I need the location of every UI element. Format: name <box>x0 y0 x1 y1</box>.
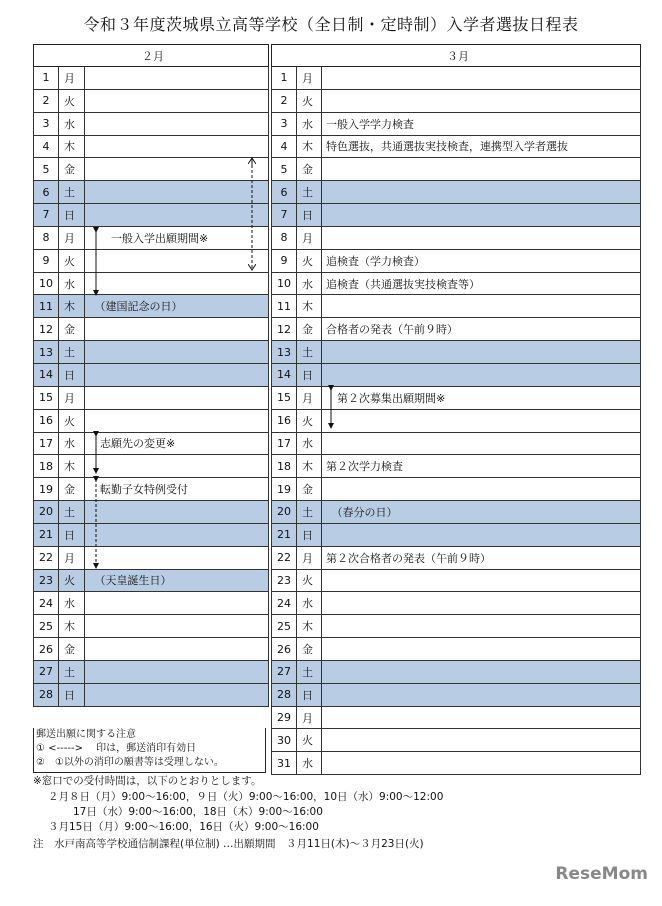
event-text <box>85 638 269 661</box>
march-table <box>271 44 641 775</box>
day-row <box>272 478 641 501</box>
day-number: 3 <box>272 112 297 135</box>
weekday: 日 <box>59 683 85 706</box>
event-text: 特色選抜，共通選抜実技検査，連携型入学者選抜 <box>322 135 641 158</box>
weekday: 木 <box>297 295 322 318</box>
weekday: 日 <box>59 204 85 227</box>
day-row <box>272 432 641 455</box>
day-number: 1 <box>34 67 59 90</box>
day-number: 13 <box>34 341 59 364</box>
day-number: 24 <box>34 592 59 615</box>
day-number: 28 <box>272 683 297 706</box>
event-text <box>85 501 269 524</box>
day-row <box>34 478 269 501</box>
event-text: 追検査（学力検査） <box>322 249 641 272</box>
day-row <box>272 295 641 318</box>
weekday: 月 <box>59 67 85 90</box>
weekday: 金 <box>59 158 85 181</box>
event-text <box>322 523 641 546</box>
event-text <box>322 683 641 706</box>
day-number: 12 <box>34 318 59 341</box>
day-number: 20 <box>272 501 297 524</box>
event-text <box>85 249 269 272</box>
event-text <box>322 226 641 249</box>
day-number: 21 <box>272 523 297 546</box>
weekday: 土 <box>297 341 322 364</box>
weekday: 水 <box>297 112 322 135</box>
day-number: 18 <box>272 455 297 478</box>
weekday: 金 <box>297 158 322 181</box>
day-number: 10 <box>34 272 59 295</box>
day-number: 15 <box>272 386 297 409</box>
weekday: 木 <box>297 455 322 478</box>
february-table <box>33 44 269 707</box>
day-row <box>34 272 269 295</box>
event-text: 一般入学出願期間※ <box>85 226 269 249</box>
day-row <box>34 67 269 90</box>
day-number: 23 <box>34 569 59 592</box>
weekday: 水 <box>59 432 85 455</box>
day-number: 11 <box>272 295 297 318</box>
day-row <box>34 546 269 569</box>
day-number: 20 <box>34 501 59 524</box>
weekday: 月 <box>297 386 322 409</box>
weekday: 水 <box>297 592 322 615</box>
event-text <box>85 272 269 295</box>
weekday: 日 <box>59 523 85 546</box>
day-number: 26 <box>34 638 59 661</box>
day-number: 6 <box>34 181 59 204</box>
day-row <box>272 455 641 478</box>
event-text <box>322 204 641 227</box>
weekday: 月 <box>59 546 85 569</box>
day-row <box>34 158 269 181</box>
footnote: 注 水戸南高等学校通信制課程(単位制) …出願期間 ３月11日(木)～３月23日(火) <box>33 838 424 850</box>
day-number: 9 <box>272 249 297 272</box>
day-row <box>34 226 269 249</box>
day-number: 28 <box>34 683 59 706</box>
weekday: 火 <box>297 409 322 432</box>
day-number: 3 <box>34 112 59 135</box>
weekday: 土 <box>297 660 322 683</box>
resemom-logo: ReseMom <box>555 864 648 884</box>
day-row <box>34 249 269 272</box>
weekday: 土 <box>59 181 85 204</box>
event-text: （建国記念の日） <box>85 295 269 318</box>
day-row <box>34 501 269 524</box>
day-row <box>272 592 641 615</box>
weekday: 火 <box>297 569 322 592</box>
day-row <box>34 363 269 386</box>
day-row <box>272 386 641 409</box>
day-number: 4 <box>272 135 297 158</box>
weekday: 金 <box>59 478 85 501</box>
event-text <box>85 89 269 112</box>
weekday: 水 <box>297 272 322 295</box>
event-text <box>322 592 641 615</box>
event-text <box>322 158 641 181</box>
event-text <box>322 660 641 683</box>
day-number: 27 <box>34 660 59 683</box>
day-number: 17 <box>272 432 297 455</box>
day-row <box>272 67 641 90</box>
weekday: 木 <box>59 295 85 318</box>
day-row <box>272 226 641 249</box>
note-line-1: ① <-----> 印は，郵送消印有効日 <box>36 743 197 754</box>
weekday: 火 <box>297 729 322 752</box>
note-title: 郵送出願に関する注意 <box>36 729 136 740</box>
event-text <box>322 341 641 364</box>
day-number: 5 <box>34 158 59 181</box>
day-row <box>34 683 269 706</box>
day-row <box>272 181 641 204</box>
day-number: 27 <box>272 660 297 683</box>
event-text <box>322 67 641 90</box>
day-row <box>34 386 269 409</box>
day-row <box>34 295 269 318</box>
day-number: 7 <box>34 204 59 227</box>
weekday: 金 <box>297 318 322 341</box>
day-row <box>272 523 641 546</box>
event-text <box>322 706 641 729</box>
day-number: 8 <box>272 226 297 249</box>
day-number: 17 <box>34 432 59 455</box>
day-row <box>272 569 641 592</box>
weekday: 火 <box>59 249 85 272</box>
weekday: 日 <box>297 363 322 386</box>
day-number: 25 <box>34 615 59 638</box>
weekday: 木 <box>59 615 85 638</box>
event-text <box>322 729 641 752</box>
day-row <box>272 318 641 341</box>
event-text <box>85 112 269 135</box>
event-text: （天皇誕生日） <box>85 569 269 592</box>
day-row <box>34 409 269 432</box>
event-text <box>85 363 269 386</box>
day-row <box>34 432 269 455</box>
weekday: 月 <box>297 226 322 249</box>
day-number: 13 <box>272 341 297 364</box>
march-header: ３月 <box>272 45 641 67</box>
day-number: 2 <box>34 89 59 112</box>
day-number: 21 <box>34 523 59 546</box>
day-row <box>34 318 269 341</box>
event-text: 一般入学学力検査 <box>322 112 641 135</box>
day-row <box>272 615 641 638</box>
event-text <box>85 683 269 706</box>
event-text <box>322 295 641 318</box>
day-number: 16 <box>34 409 59 432</box>
weekday: 土 <box>59 501 85 524</box>
day-number: 18 <box>34 455 59 478</box>
day-number: 8 <box>34 226 59 249</box>
day-row <box>272 341 641 364</box>
event-text <box>85 409 269 432</box>
event-text <box>85 615 269 638</box>
weekday: 土 <box>59 341 85 364</box>
event-text <box>85 386 269 409</box>
event-text <box>85 592 269 615</box>
day-number: 16 <box>272 409 297 432</box>
event-text: （春分の日） <box>322 501 641 524</box>
day-row <box>34 455 269 478</box>
event-text <box>85 318 269 341</box>
day-number: 2 <box>272 89 297 112</box>
day-row <box>272 729 641 752</box>
day-number: 19 <box>34 478 59 501</box>
day-row <box>34 181 269 204</box>
weekday: 木 <box>297 615 322 638</box>
day-number: 31 <box>272 752 297 775</box>
day-row <box>34 569 269 592</box>
event-text: 第２次募集出願期間※ <box>322 386 641 409</box>
event-text: 転勤子女特例受付 <box>85 478 269 501</box>
event-text: 第２次合格者の発表（午前９時） <box>322 546 641 569</box>
weekday: 水 <box>297 432 322 455</box>
event-text <box>85 67 269 90</box>
weekday: 水 <box>59 112 85 135</box>
day-number: 11 <box>34 295 59 318</box>
event-text <box>85 204 269 227</box>
february-header: ２月 <box>34 45 269 67</box>
day-number: 7 <box>272 204 297 227</box>
event-text <box>322 638 641 661</box>
day-row <box>272 683 641 706</box>
mail-application-note <box>33 728 266 773</box>
day-row <box>272 409 641 432</box>
footnote: ※窓口での受付時間は，以下のとおりとします。 <box>33 775 262 787</box>
weekday: 土 <box>59 660 85 683</box>
event-text <box>85 523 269 546</box>
event-text <box>85 135 269 158</box>
weekday: 日 <box>297 204 322 227</box>
day-row <box>34 112 269 135</box>
event-text <box>85 546 269 569</box>
weekday: 日 <box>297 523 322 546</box>
event-text: 追検査（共通選抜実技検査等） <box>322 272 641 295</box>
event-text <box>322 181 641 204</box>
event-text: 志願先の変更※ <box>85 432 269 455</box>
footnote: ２月８日（月）9:00～16:00，９日（火）9:00～16:00，10日（水）9:00～12:00 <box>48 791 444 803</box>
weekday: 火 <box>59 569 85 592</box>
event-text <box>322 478 641 501</box>
event-text <box>322 363 641 386</box>
day-row <box>34 660 269 683</box>
weekday: 金 <box>59 318 85 341</box>
day-number: 22 <box>272 546 297 569</box>
day-row <box>272 638 641 661</box>
day-row <box>34 523 269 546</box>
event-text <box>322 432 641 455</box>
day-number: 10 <box>272 272 297 295</box>
day-number: 14 <box>272 363 297 386</box>
day-row <box>272 706 641 729</box>
day-number: 12 <box>272 318 297 341</box>
event-text <box>322 615 641 638</box>
day-number: 14 <box>34 363 59 386</box>
event-text <box>85 455 269 478</box>
weekday: 火 <box>59 89 85 112</box>
weekday: 木 <box>59 455 85 478</box>
day-row <box>34 204 269 227</box>
weekday: 日 <box>297 683 322 706</box>
day-row <box>272 204 641 227</box>
weekday: 月 <box>297 67 322 90</box>
day-number: 24 <box>272 592 297 615</box>
weekday: 土 <box>297 501 322 524</box>
day-row <box>34 592 269 615</box>
weekday: 水 <box>59 592 85 615</box>
event-text: 合格者の発表（午前９時） <box>322 318 641 341</box>
page-title: 令和３年度茨城県立高等学校（全日制・定時制）入学者選抜日程表 <box>83 15 579 34</box>
event-text <box>322 569 641 592</box>
event-text <box>322 89 641 112</box>
day-row <box>272 546 641 569</box>
day-row <box>272 272 641 295</box>
day-number: 30 <box>272 729 297 752</box>
weekday: 水 <box>297 752 322 775</box>
day-row <box>34 89 269 112</box>
weekday: 火 <box>297 89 322 112</box>
event-text <box>85 158 269 181</box>
day-number: 19 <box>272 478 297 501</box>
day-row <box>272 249 641 272</box>
day-row <box>272 158 641 181</box>
weekday: 火 <box>297 249 322 272</box>
day-number: 23 <box>272 569 297 592</box>
event-text <box>322 752 641 775</box>
weekday: 金 <box>59 638 85 661</box>
day-number: 15 <box>34 386 59 409</box>
day-number: 9 <box>34 249 59 272</box>
day-row <box>272 501 641 524</box>
day-row <box>272 89 641 112</box>
weekday: 金 <box>297 638 322 661</box>
day-row <box>34 615 269 638</box>
day-number: 25 <box>272 615 297 638</box>
event-text <box>322 409 641 432</box>
day-row <box>34 341 269 364</box>
day-number: 22 <box>34 546 59 569</box>
day-row <box>272 112 641 135</box>
weekday: 木 <box>297 135 322 158</box>
weekday: 土 <box>297 181 322 204</box>
weekday: 金 <box>297 478 322 501</box>
day-row <box>272 135 641 158</box>
weekday: 月 <box>297 546 322 569</box>
day-number: 26 <box>272 638 297 661</box>
weekday: 月 <box>59 386 85 409</box>
weekday: 木 <box>59 135 85 158</box>
weekday: 月 <box>297 706 322 729</box>
day-row <box>272 752 641 775</box>
event-text: 第２次学力検査 <box>322 455 641 478</box>
weekday: 水 <box>59 272 85 295</box>
day-row <box>272 363 641 386</box>
day-number: 4 <box>34 135 59 158</box>
day-row <box>34 638 269 661</box>
day-number: 5 <box>272 158 297 181</box>
footnote: 17日（水）9:00～16:00，18日（木）9:00～16:00 <box>73 806 323 818</box>
weekday: 火 <box>59 409 85 432</box>
day-number: 6 <box>272 181 297 204</box>
weekday: 月 <box>59 226 85 249</box>
note-line-2: ② ①以外の消印の願書等は受理しない。 <box>36 757 224 768</box>
day-number: 29 <box>272 706 297 729</box>
event-text <box>85 341 269 364</box>
day-number: 1 <box>272 67 297 90</box>
day-row <box>34 135 269 158</box>
footnote: ３月15日（月）9:00～16:00，16日（火）9:00～16:00 <box>48 821 319 833</box>
event-text <box>85 660 269 683</box>
weekday: 日 <box>59 363 85 386</box>
day-row <box>272 660 641 683</box>
event-text <box>85 181 269 204</box>
